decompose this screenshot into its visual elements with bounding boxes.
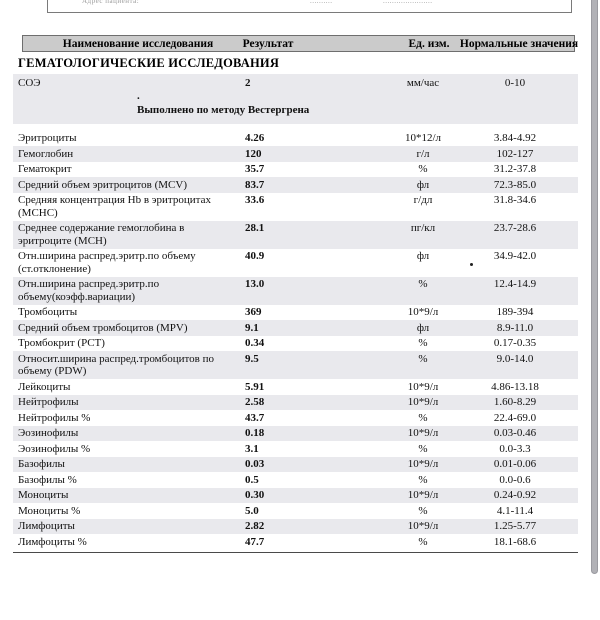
- test-name-cell: Отн.ширина распред.эритр.по объему (ст.отклонение): [18, 250, 196, 275]
- test-name-cell: Относит.ширина распред.тромбоцитов по объему (PDW): [18, 352, 214, 377]
- report-body: [13, 55, 578, 553]
- result-cell: 4.26: [245, 132, 265, 144]
- units-cell: %: [418, 473, 428, 486]
- units-cell: мм/час: [406, 76, 440, 89]
- form-dotted-line-long: ......................: [383, 0, 433, 5]
- test-name-cell: Средний объем тромбоцитов (MPV): [18, 321, 188, 334]
- result-cell: 0.5: [245, 473, 259, 486]
- units-cell: %: [418, 337, 428, 349]
- normal-range-cell: 4.86-13.18: [491, 380, 539, 393]
- vertical-scrollbar-thumb[interactable]: [591, 0, 598, 574]
- units-cell: пг/кл: [410, 222, 436, 234]
- result-cell: 28.1: [245, 222, 265, 234]
- result-cell: 40.9: [245, 250, 265, 262]
- test-name-cell: Тромбоциты: [18, 306, 78, 318]
- result-cell: 9.1: [245, 321, 259, 334]
- result-cell: 0.30: [245, 489, 265, 501]
- header-normal-range: Нормальные значения: [459, 37, 579, 50]
- units-cell: %: [418, 278, 428, 290]
- result-cell: 0.34: [245, 337, 265, 349]
- result-cell: 2: [245, 76, 251, 89]
- table-row: [13, 351, 578, 379]
- units-cell: 10*9/л: [407, 427, 439, 439]
- result-cell: 0.18: [245, 427, 265, 439]
- table-row: [13, 441, 578, 457]
- test-name-cell: Лейкоциты: [18, 380, 71, 393]
- units-cell: г/л: [416, 147, 430, 160]
- units-cell: 10*9/л: [407, 489, 439, 501]
- test-name-cell: Гематокрит: [18, 163, 72, 175]
- units-cell: 10*9/л: [407, 306, 439, 318]
- normal-range-cell: 72.3-85.0: [493, 178, 537, 191]
- table-bottom-rule: [13, 552, 578, 553]
- result-cell: 369: [245, 306, 262, 318]
- table-row: [13, 177, 578, 193]
- normal-range-cell: 22.4-69.0: [493, 411, 537, 424]
- result-cell: 2.82: [245, 520, 265, 532]
- table-row: [13, 305, 578, 321]
- test-name-cell: Средний объем эритроцитов (MCV): [18, 178, 188, 191]
- test-name-cell: Моноциты %: [18, 504, 81, 517]
- units-cell: 10*9/л: [407, 380, 439, 393]
- table-row: [13, 534, 578, 550]
- units-cell: фл: [416, 178, 430, 191]
- test-name-cell: Тромбокрит (PCT): [18, 337, 105, 349]
- units-cell: фл: [416, 321, 430, 334]
- normal-range-cell: 0.17-0.35: [493, 337, 537, 349]
- table-row: [13, 320, 578, 336]
- test-name-cell: Лимфоциты: [18, 520, 75, 532]
- units-cell: %: [418, 535, 428, 548]
- normal-range-cell: 1.25-5.77: [493, 520, 537, 532]
- soe-method-note: Выполнено по методу Вестергрена: [137, 103, 310, 116]
- table-row: [13, 75, 578, 91]
- normal-range-cell: 102-127: [496, 147, 534, 160]
- test-name-cell: Эозинофилы: [18, 427, 79, 439]
- table-row: [13, 249, 578, 277]
- units-cell: %: [418, 352, 428, 365]
- units-cell: %: [418, 163, 428, 175]
- result-cell: 2.58: [245, 396, 265, 408]
- normal-range-cell: 0.01-0.06: [493, 458, 537, 470]
- patient-address-label: Адрес пациента:: [82, 0, 140, 5]
- table-row: [13, 426, 578, 442]
- normal-range-cell: 189-394: [496, 306, 534, 318]
- normal-range-cell: 1.60-8.29: [493, 396, 537, 408]
- table-row: [13, 193, 578, 221]
- table-row: [13, 146, 578, 162]
- test-name-cell: Эозинофилы %: [18, 442, 91, 455]
- result-cell: 83.7: [245, 178, 265, 191]
- rows-container: [13, 131, 578, 550]
- result-cell: 47.7: [245, 535, 265, 548]
- test-name-cell: Средняя концентрация Hb в эритроцитах (MCHC): [18, 194, 211, 219]
- patient-form-box: [47, 0, 572, 13]
- units-cell: %: [418, 504, 428, 517]
- normal-range-cell: 8.9-11.0: [496, 321, 534, 334]
- result-cell: 3.1: [245, 442, 259, 455]
- table-row: [13, 503, 578, 519]
- test-name-cell: СОЭ: [18, 76, 41, 89]
- row-gap: [13, 124, 578, 131]
- print-artifact-dot: [470, 263, 473, 266]
- result-cell: 33.6: [245, 194, 265, 206]
- normal-range-cell: 31.2-37.8: [493, 163, 537, 175]
- normal-range-cell: 0.0-3.3: [499, 442, 531, 455]
- units-cell: г/дл: [413, 194, 433, 206]
- normal-range-cell: 4.1-11.4: [496, 504, 534, 517]
- result-cell: 120: [245, 147, 262, 160]
- table-row: [13, 131, 578, 147]
- result-cell: 43.7: [245, 411, 265, 424]
- units-cell: фл: [416, 250, 430, 262]
- normal-range-cell: 3.84-4.92: [493, 132, 537, 144]
- units-cell: %: [418, 442, 428, 455]
- normal-range-cell: 31.8-34.6: [493, 194, 537, 206]
- section-title-hematology: ГЕМАТОЛОГИЧЕСКИЕ ИССЛЕДОВАНИЯ: [18, 56, 280, 70]
- result-cell: 5.91: [245, 380, 265, 393]
- table-row: [13, 162, 578, 178]
- table-row: [13, 472, 578, 488]
- test-name-cell: Базофилы: [18, 458, 65, 470]
- form-dotted-line-short: ..........: [310, 0, 333, 5]
- normal-range-cell: 34.9-42.0: [493, 250, 537, 262]
- table-row: [13, 277, 578, 305]
- table-row: [13, 519, 578, 535]
- units-cell: 10*9/л: [407, 458, 439, 470]
- test-name-cell: Гемоглобин: [18, 147, 74, 160]
- table-row: [13, 457, 578, 473]
- table-row: [13, 488, 578, 504]
- table-row: [13, 395, 578, 411]
- test-name-cell: Лимфоциты %: [18, 535, 87, 548]
- soe-note-dot: .: [137, 89, 140, 102]
- result-cell: 9.5: [245, 352, 259, 365]
- table-row: [13, 336, 578, 352]
- test-name-cell: Отн.ширина распред.эритр.по объему(коэфф.вариации): [18, 278, 160, 303]
- units-cell: %: [418, 411, 428, 424]
- header-units: Ед. изм.: [408, 37, 450, 50]
- normal-range-cell: 0-10: [504, 76, 526, 89]
- result-cell: 5.0: [245, 504, 259, 517]
- result-cell: 0.03: [245, 458, 265, 470]
- result-cell: 35.7: [245, 163, 265, 175]
- table-row: [13, 379, 578, 395]
- normal-range-cell: 18.1-68.6: [493, 535, 537, 548]
- normal-range-cell: 0.24-0.92: [493, 489, 537, 501]
- test-name-cell: Среднее содержание гемоглобина в эритроците (MCH): [18, 222, 185, 247]
- units-cell: 10*9/л: [407, 396, 439, 408]
- test-name-cell: Базофилы %: [18, 473, 77, 486]
- units-cell: 10*12/л: [404, 132, 442, 144]
- normal-range-cell: 23.7-28.6: [493, 222, 537, 234]
- normal-range-cell: 9.0-14.0: [496, 352, 534, 365]
- normal-range-cell: 12.4-14.9: [493, 278, 537, 290]
- table-row: [13, 410, 578, 426]
- normal-range-cell: 0.0-0.6: [499, 473, 531, 486]
- normal-range-cell: 0.03-0.46: [493, 427, 537, 439]
- test-name-cell: Моноциты: [18, 489, 69, 501]
- test-name-cell: Нейтрофилы %: [18, 411, 91, 424]
- header-result: Результат: [242, 37, 294, 50]
- units-cell: 10*9/л: [407, 520, 439, 532]
- test-name-cell: Нейтрофилы: [18, 396, 79, 408]
- table-row: [13, 221, 578, 249]
- table-header-bar: [22, 35, 579, 52]
- result-cell: 13.0: [245, 278, 265, 290]
- soe-row-block: [13, 74, 578, 124]
- test-name-cell: Эритроциты: [18, 132, 77, 144]
- header-test-name: Наименование исследования: [62, 37, 214, 50]
